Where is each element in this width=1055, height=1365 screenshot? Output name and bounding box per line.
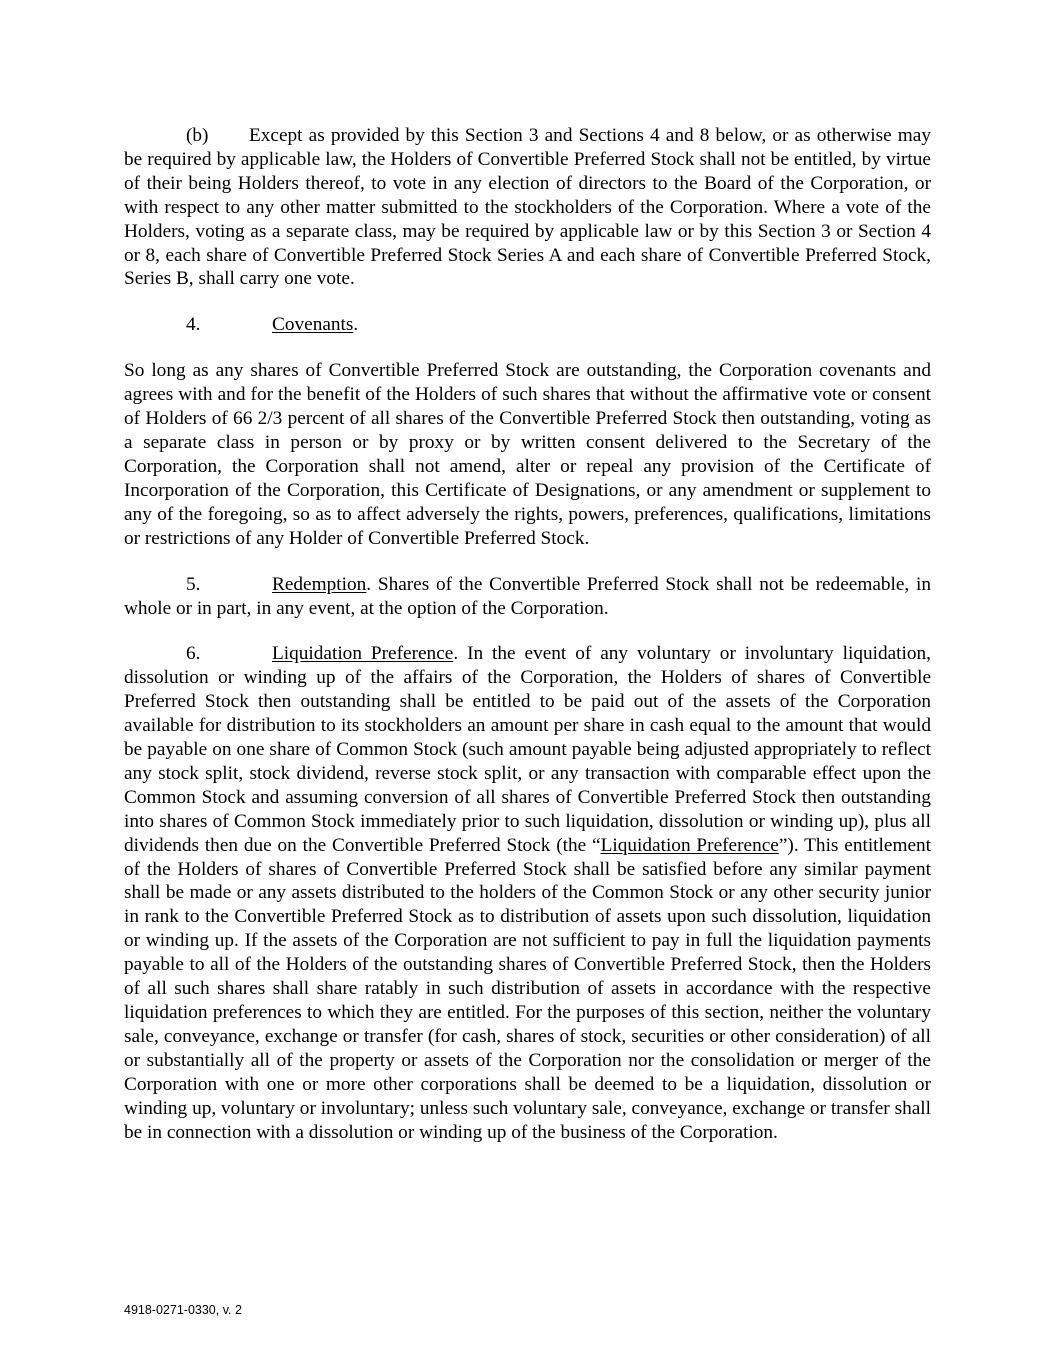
section-6-defined-term: Liquidation Preference xyxy=(600,834,779,856)
section-4-title-suffix: . xyxy=(353,314,359,336)
section-6-number: 6. xyxy=(186,643,201,665)
section-6-text-part1: . In the event of any voluntary or involuntary liquidation, dissolution or winding up of the affairs of the Corporation, the Holders of shares of Convertible Preferred Stock then outstanding shall be entitled to be paid out of the assets of the Corporation available for distribution to its stockholders an amount per share in cash equal to the amount that would be payable on one share of Common Stock (such amount payable being adjusted appropriately to reflect any stock split, stock dividend, reverse stock split, or any transaction with comparable effect upon the Common Stock and assuming conversion of all shares of Convertible Preferred Stock then outstanding into shares of Common Stock immediately prior to such liquidation, dissolution or winding up), plus all dividends then due on the Convertible Preferred Stock (the “ xyxy=(124,643,931,856)
section-5-title: Redemption xyxy=(272,573,367,595)
document-page xyxy=(124,124,931,1144)
section-4-paragraph: So long as any shares of Convertible Preferred Stock are outstanding, the Corporation covenants and agrees with and for the benefit of the Holders of such shares that without the affirmative vote or consent of Holders of 66 2/3 percent of all shares of the Convertible Preferred Stock then outstanding, voting as a separate class in person or by proxy or by written consent delivered to the Secretary of the Corporation, the Corporation shall not amend, alter or repeal any provision of the Certificate of Incorporation of the Corporation, this Certificate of Designations, or any amendment or supplement to any of the foregoing, so as to affect adversely the rights, powers, preferences, qualifications, limitations or restrictions of any Holder of Convertible Preferred Stock. xyxy=(124,360,931,549)
section-5-paragraph xyxy=(124,573,931,621)
section-6-text-part2: ”). This entitlement of the Holders of shares of Convertible Preferred Stock shall be satisfied before any similar payment shall be made or any assets distributed to the holders of the Common Stock or any other security junior in rank to the Convertible Preferred Stock as to distribution of assets upon such dissolution, liquidation or winding up. If the assets of the Corporation are not sufficient to pay in full the liquidation payments payable to all of the Holders of the outstanding shares of Convertible Preferred Stock, then the Holders of all such shares shall share ratably in such distribution of assets in accordance with the respective liquidation preferences to which they are entitled. For the purposes of this section, neither the voluntary sale, conveyance, exchange or transfer (for cash, shares of stock, securities or other consideration) of all or substantially all of the property or assets of the Corporation nor the consolidation or merger of the Corporation with one or more other corporations shall be deemed to be a liquidation, dissolution or winding up, voluntary or involuntary; unless such voluntary sale, conveyance, exchange or transfer shall be in connection with a dissolution or winding up of the business of the Corporation. xyxy=(124,834,932,1143)
section-3b-text: Except as provided by this Section 3 and Sections 4 and 8 below, or as otherwise may be required by applicable law, the Holders of Convertible Preferred Stock shall not be entitled, by virtue of their being Holders thereof, to vote in any election of directors to the Board of the Corporation, or with respect to any other matter submitted to the stockholders of the Corporation. Where a vote of the Holders, voting as a separate class, may be required by applicable law or by this Section 3 or Section 4 or 8, each share of Convertible Preferred Stock Series A and each share of Convertible Preferred Stock, Series B, shall carry one vote. xyxy=(124,125,931,290)
footer-doc-id: 4918-0271-0330, v. 2 xyxy=(124,1303,242,1317)
section-4-title: Covenants xyxy=(272,314,354,336)
section-3b-paragraph xyxy=(124,124,931,291)
section-5-number: 5. xyxy=(186,573,201,595)
section-4-number: 4. xyxy=(186,314,201,336)
section-3b-label: (b) xyxy=(186,125,209,146)
section-5-text: . Shares of the Convertible Preferred Stock shall not be redeemable, in whole or in part, in any event, at the option of the Corporation. xyxy=(124,573,931,619)
section-6-title: Liquidation Preference xyxy=(272,643,454,665)
section-4-heading xyxy=(124,313,931,337)
section-6-paragraph xyxy=(124,642,931,1144)
